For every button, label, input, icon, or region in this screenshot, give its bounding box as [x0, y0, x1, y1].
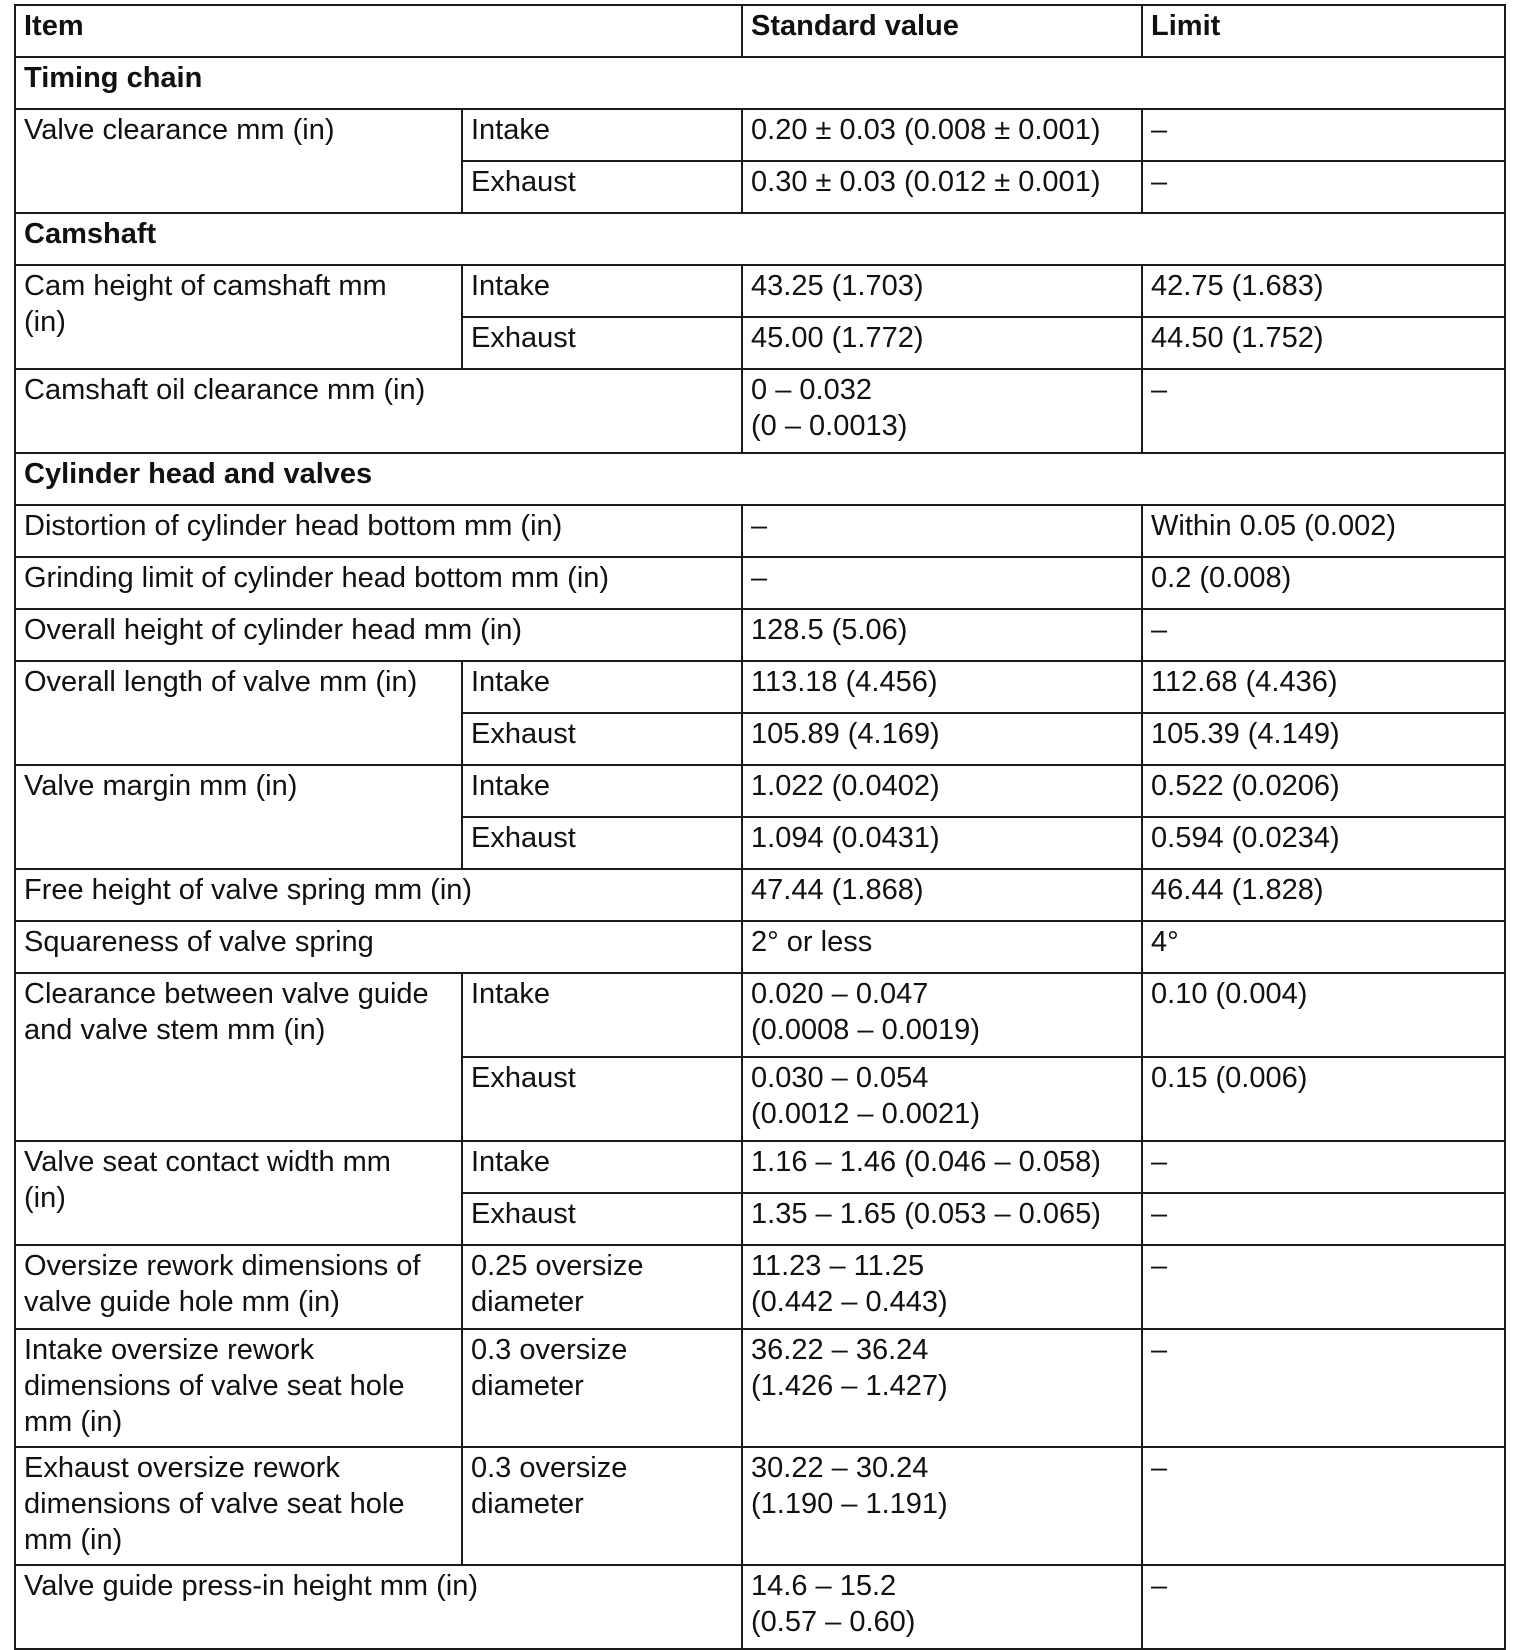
sub-item-cell: Exhaust	[462, 1193, 742, 1245]
limit-cell: –	[1142, 161, 1505, 213]
item-cell: Valve margin mm (in)	[15, 765, 462, 869]
standard-value-cell: 11.23 – 11.25 (0.442 – 0.443)	[742, 1245, 1142, 1329]
section-row	[15, 213, 1505, 265]
standard-value-cell: 30.22 – 30.24 (1.190 – 1.191)	[742, 1447, 1142, 1565]
standard-value-cell: 14.6 – 15.2 (0.57 – 0.60)	[742, 1565, 1142, 1649]
table-row	[15, 557, 1505, 609]
section-row	[15, 57, 1505, 109]
limit-cell: Within 0.05 (0.002)	[1142, 505, 1505, 557]
standard-value-cell: 2° or less	[742, 921, 1142, 973]
standard-value-cell: 1.022 (0.0402)	[742, 765, 1142, 817]
limit-cell: 0.15 (0.006)	[1142, 1057, 1505, 1141]
limit-cell: 4°	[1142, 921, 1505, 973]
limit-cell: –	[1142, 1565, 1505, 1649]
limit-cell: 46.44 (1.828)	[1142, 869, 1505, 921]
section-title-camshaft: Camshaft	[15, 213, 1505, 265]
table-row	[15, 869, 1505, 921]
table-row	[15, 109, 1505, 161]
header-standard-value: Standard value	[742, 5, 1142, 57]
standard-value-cell: 0.30 ± 0.03 (0.012 ± 0.001)	[742, 161, 1142, 213]
header-item: Item	[15, 5, 742, 57]
sub-item-cell: Intake	[462, 109, 742, 161]
limit-cell: 0.594 (0.0234)	[1142, 817, 1505, 869]
table-header-row	[15, 5, 1505, 57]
table-row	[15, 1141, 1505, 1193]
limit-cell: 112.68 (4.436)	[1142, 661, 1505, 713]
standard-value-cell: 1.16 – 1.46 (0.046 – 0.058)	[742, 1141, 1142, 1193]
standard-value-cell: 0 – 0.032 (0 – 0.0013)	[742, 369, 1142, 453]
table-row	[15, 661, 1505, 713]
sub-item-cell: Intake	[462, 973, 742, 1057]
item-cell: Clearance between valve guide and valve stem mm (in)	[15, 973, 462, 1141]
limit-cell: 0.2 (0.008)	[1142, 557, 1505, 609]
specification-table	[14, 4, 1506, 1650]
limit-cell: –	[1142, 1245, 1505, 1329]
standard-value-cell: 0.020 – 0.047 (0.0008 – 0.0019)	[742, 973, 1142, 1057]
sub-item-cell: 0.3 oversize diameter	[462, 1447, 742, 1565]
standard-value-cell: –	[742, 557, 1142, 609]
standard-value-cell: 1.094 (0.0431)	[742, 817, 1142, 869]
limit-cell: –	[1142, 1329, 1505, 1447]
table-row	[15, 921, 1505, 973]
table-row	[15, 1329, 1505, 1447]
table-row	[15, 1447, 1505, 1565]
standard-value-cell: 0.030 – 0.054 (0.0012 – 0.0021)	[742, 1057, 1142, 1141]
limit-cell: –	[1142, 609, 1505, 661]
standard-value-cell: 1.35 – 1.65 (0.053 – 0.065)	[742, 1193, 1142, 1245]
sub-item-cell: Intake	[462, 765, 742, 817]
table-row	[15, 369, 1505, 453]
item-cell: Camshaft oil clearance mm (in)	[15, 369, 742, 453]
item-cell: Intake oversize rework dimensions of valve seat hole mm (in)	[15, 1329, 462, 1447]
limit-cell: –	[1142, 1447, 1505, 1565]
spec-table-container	[14, 4, 1506, 1650]
sub-item-cell: Exhaust	[462, 1057, 742, 1141]
item-cell: Cam height of camshaft mm (in)	[15, 265, 462, 369]
header-limit: Limit	[1142, 5, 1505, 57]
limit-cell: –	[1142, 109, 1505, 161]
item-cell: Squareness of valve spring	[15, 921, 742, 973]
limit-cell: –	[1142, 369, 1505, 453]
table-row	[15, 265, 1505, 317]
table-row	[15, 973, 1505, 1057]
standard-value-cell: 47.44 (1.868)	[742, 869, 1142, 921]
standard-value-cell: 45.00 (1.772)	[742, 317, 1142, 369]
sub-item-cell: 0.3 oversize diameter	[462, 1329, 742, 1447]
item-cell: Overall height of cylinder head mm (in)	[15, 609, 742, 661]
sub-item-cell: Intake	[462, 661, 742, 713]
item-cell: Distortion of cylinder head bottom mm (in)	[15, 505, 742, 557]
standard-value-cell: 0.20 ± 0.03 (0.008 ± 0.001)	[742, 109, 1142, 161]
item-cell: Oversize rework dimensions of valve guide hole mm (in)	[15, 1245, 462, 1329]
item-cell: Free height of valve spring mm (in)	[15, 869, 742, 921]
limit-cell: 0.522 (0.0206)	[1142, 765, 1505, 817]
limit-cell: 42.75 (1.683)	[1142, 265, 1505, 317]
standard-value-cell: –	[742, 505, 1142, 557]
section-title-timing-chain: Timing chain	[15, 57, 1505, 109]
item-cell: Exhaust oversize rework dimensions of valve seat hole mm (in)	[15, 1447, 462, 1565]
sub-item-cell: Exhaust	[462, 713, 742, 765]
table-row	[15, 609, 1505, 661]
sub-item-cell: Intake	[462, 1141, 742, 1193]
sub-item-cell: Exhaust	[462, 161, 742, 213]
sub-item-cell: Exhaust	[462, 317, 742, 369]
limit-cell: 105.39 (4.149)	[1142, 713, 1505, 765]
table-row	[15, 1565, 1505, 1649]
standard-value-cell: 36.22 – 36.24 (1.426 – 1.427)	[742, 1329, 1142, 1447]
standard-value-cell: 128.5 (5.06)	[742, 609, 1142, 661]
section-row	[15, 453, 1505, 505]
limit-cell: –	[1142, 1141, 1505, 1193]
table-row	[15, 1245, 1505, 1329]
item-cell: Valve seat contact width mm (in)	[15, 1141, 462, 1245]
sub-item-cell: Exhaust	[462, 817, 742, 869]
table-row	[15, 765, 1505, 817]
table-row	[15, 505, 1505, 557]
standard-value-cell: 113.18 (4.456)	[742, 661, 1142, 713]
limit-cell: –	[1142, 1193, 1505, 1245]
item-cell: Valve clearance mm (in)	[15, 109, 462, 213]
sub-item-cell: Intake	[462, 265, 742, 317]
item-cell: Grinding limit of cylinder head bottom mm (in)	[15, 557, 742, 609]
limit-cell: 44.50 (1.752)	[1142, 317, 1505, 369]
item-cell: Overall length of valve mm (in)	[15, 661, 462, 765]
section-title-cylinder-head: Cylinder head and valves	[15, 453, 1505, 505]
item-cell: Valve guide press-in height mm (in)	[15, 1565, 742, 1649]
standard-value-cell: 105.89 (4.169)	[742, 713, 1142, 765]
limit-cell: 0.10 (0.004)	[1142, 973, 1505, 1057]
standard-value-cell: 43.25 (1.703)	[742, 265, 1142, 317]
sub-item-cell: 0.25 oversize diameter	[462, 1245, 742, 1329]
